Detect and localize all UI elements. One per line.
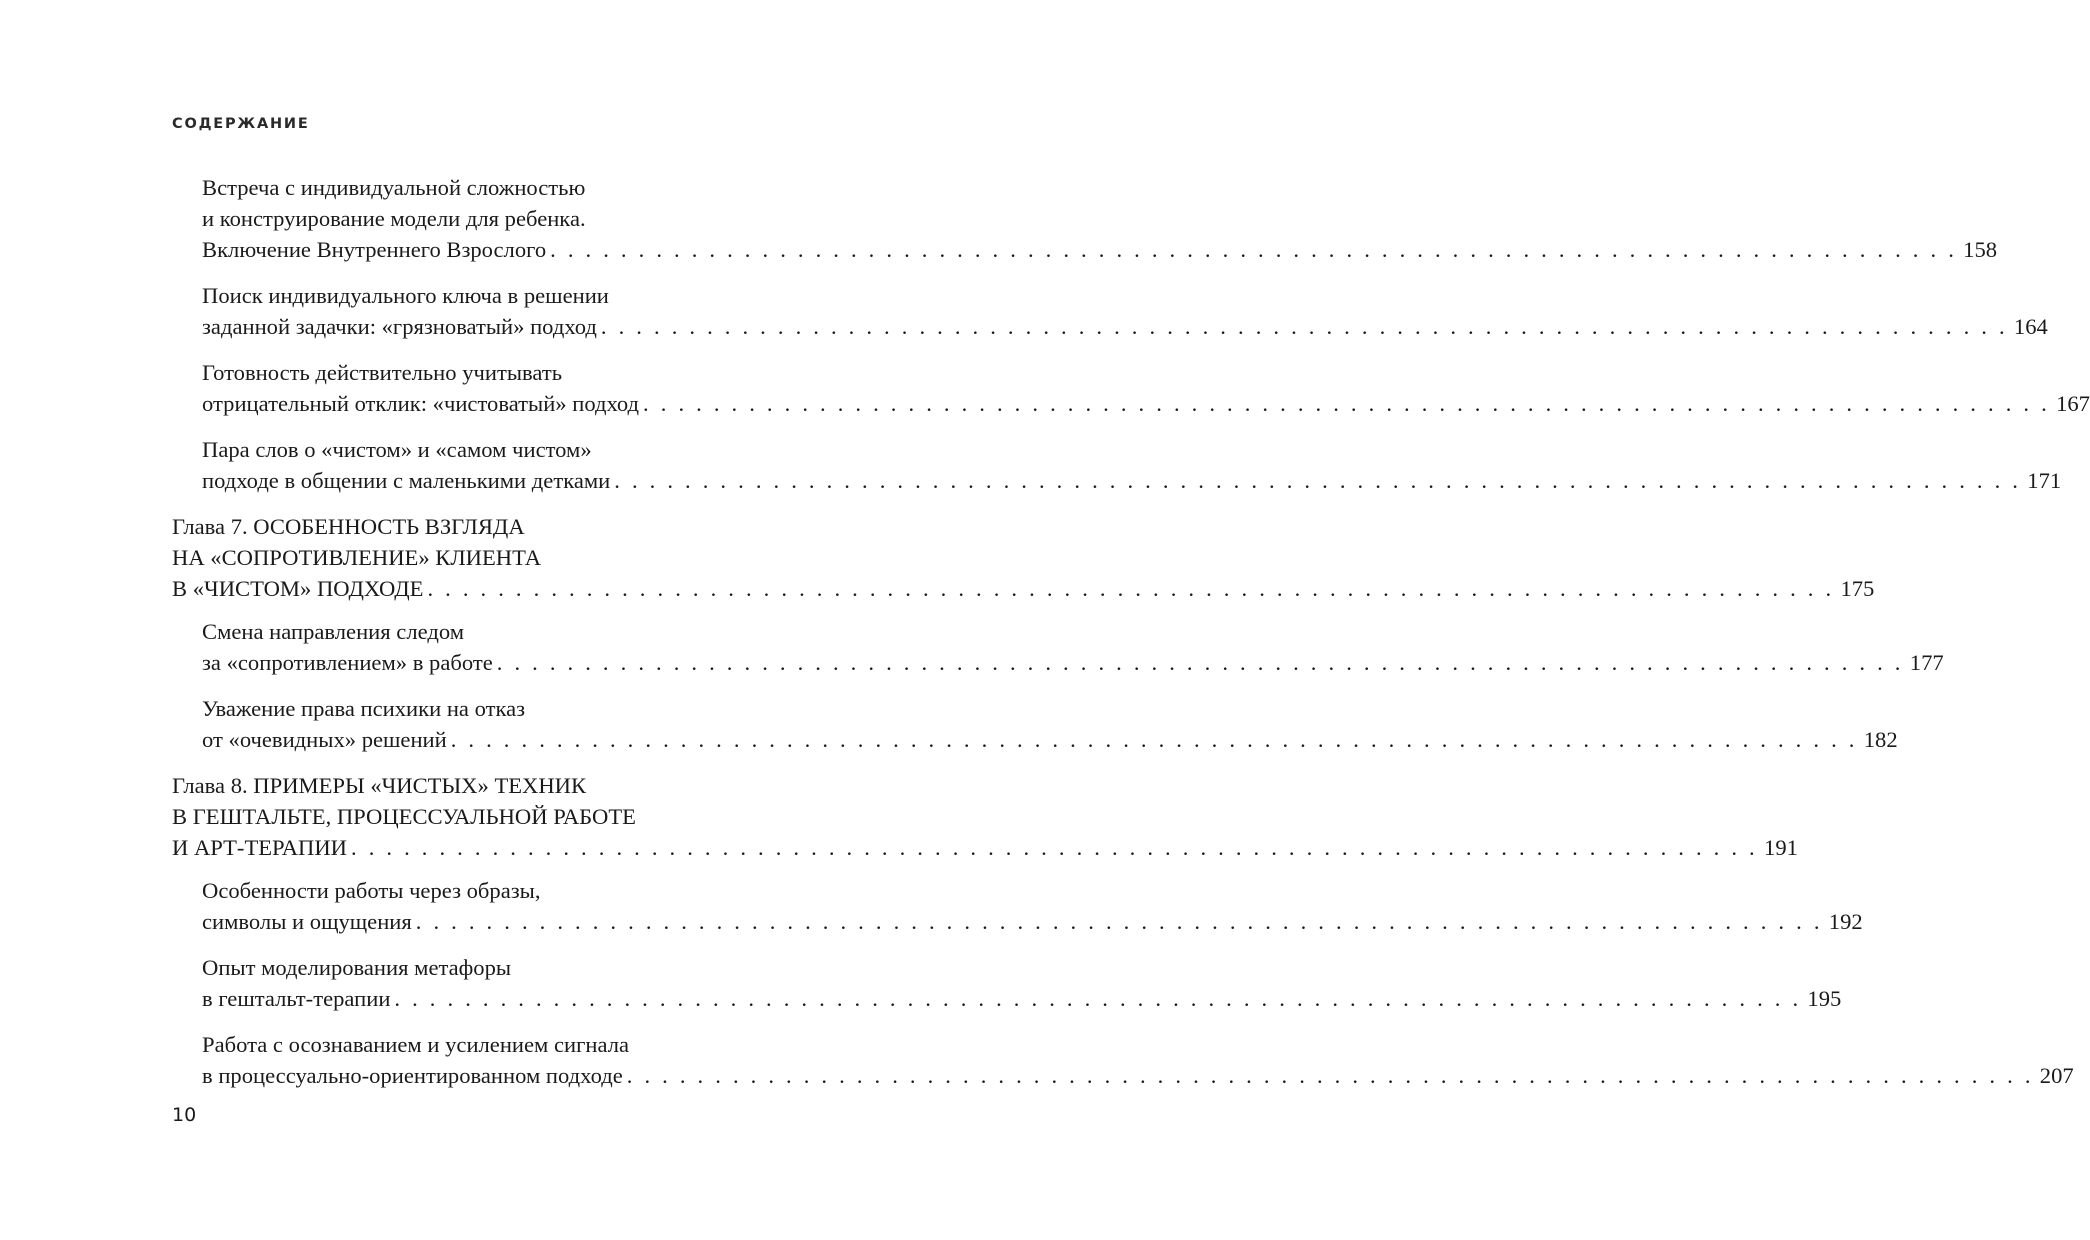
toc-section-entry[interactable] [0,616,1944,678]
toc-section-entry[interactable] [0,172,1998,265]
toc-entry-title-line: за «сопротивлением» в работе [202,650,493,675]
dot-leader: . . . . . . . . . . . . . . . . . . . . . . . . . . . . . . . . . . . . . . . . . . . . . . . . . . . . . . . . . . . . . . . . . . . . . . . . . . . . . . . . [643,391,2050,416]
toc-page-number: 158 [1963,237,1998,262]
toc-section-entry[interactable] [0,357,2090,419]
toc-entry-title-line: Включение Внутреннего Взрослого [202,237,547,262]
toc-entry-title-line: подходе в общении с маленькими детками [202,468,611,493]
running-header: СОДЕРЖАНИЕ [172,116,310,132]
toc-page-number: 164 [2013,314,2048,339]
dot-leader: . . . . . . . . . . . . . . . . . . . . . . . . . . . . . . . . . . . . . . . . . . . . . . . . . . . . . . . . . . . . . . . . . . . . . . . . . . . . . . . . [600,314,2008,339]
dot-leader: . . . . . . . . . . . . . . . . . . . . . . . . . . . . . . . . . . . . . . . . . . . . . . . . . . . . . . . . . . . . . . . . . . . . . . . . . . . . . . . . [394,986,1802,1011]
toc-section-entry[interactable] [0,875,1863,937]
toc-page-number: 167 [2056,391,2090,416]
dot-leader: . . . . . . . . . . . . . . . . . . . . . . . . . . . . . . . . . . . . . . . . . . . . . . . . . . . . . . . . . . . . . . . . . . . . . . . . . . . . . . . . [415,909,1823,934]
toc-entry-title-line: от «очевидных» решений [202,727,447,752]
toc-entry-title-line: В ГЕШТАЛЬТЕ, ПРОЦЕССУАЛЬНОЙ РАБОТЕ [172,804,636,829]
toc-entry-title-line: в гештальт-терапии [202,986,391,1011]
dot-leader: . . . . . . . . . . . . . . . . . . . . . . . . . . . . . . . . . . . . . . . . . . . . . . . . . . . . . . . . . . . . . . . . . . . . . . . . . . . . . . . . [626,1063,2034,1088]
toc-entry-title-line: И АРТ-ТЕРАПИИ [172,835,347,860]
toc-section-entry[interactable] [0,952,1842,1014]
dot-leader: . . . . . . . . . . . . . . . . . . . . . . . . . . . . . . . . . . . . . . . . . . . . . . . . . . . . . . . . . . . . . . . . . . . . . . . . . . . . . . . . [614,468,2022,493]
toc-page-number: 195 [1807,986,1842,1011]
toc-section-entry[interactable] [0,693,1898,755]
toc-entry-title-line: Уважение права психики на отказ [202,696,526,721]
dot-leader: . . . . . . . . . . . . . . . . . . . . . . . . . . . . . . . . . . . . . . . . . . . . . . . . . . . . . . . . . . . . . . . . . . . . . . . . . . . . . . . . [550,237,1958,262]
dot-leader: . . . . . . . . . . . . . . . . . . . . . . . . . . . . . . . . . . . . . . . . . . . . . . . . . . . . . . . . . . . . . . . . . . . . . . . . . . . . . . . . [496,650,1904,675]
toc-entry-title-line: отрицательный отклик: «чистоватый» подход [202,391,640,416]
toc-entry-title-line: Встреча с индивидуальной сложностью [202,175,586,200]
page-number: 10 [172,1104,197,1126]
toc-entry-title-line: Глава 7. ОСОБЕННОСТЬ ВЗГЛЯДА [172,514,525,539]
toc-page-number: 182 [1863,727,1898,752]
toc-section-entry[interactable] [0,280,2048,342]
toc-entry-title-line: Опыт моделирования метафоры [202,955,512,980]
toc-entry-title-line: В «ЧИСТОМ» ПОДХОДЕ [172,576,424,601]
toc-page-number: 177 [1909,650,1944,675]
toc-entry-title-line: и конструирование модели для ребенка. [202,206,586,231]
toc-entry-title-line: символы и ощущения [202,909,412,934]
toc-section-entry[interactable] [0,1029,2074,1091]
toc-page-number: 175 [1840,576,1875,601]
toc-entry-title-line: Особенности работы через образы, [202,878,541,903]
toc-chapter-entry[interactable] [0,770,1798,863]
dot-leader: . . . . . . . . . . . . . . . . . . . . . . . . . . . . . . . . . . . . . . . . . . . . . . . . . . . . . . . . . . . . . . . . . . . . . . . . . . . . . . . . [450,727,1858,752]
toc-entry-title-line: Смена направления следом [202,619,464,644]
toc-entry-title-line: Поиск индивидуального ключа в решении [202,283,609,308]
toc-page-number: 207 [2039,1063,2074,1088]
toc-entry-title-line: Глава 8. ПРИМЕРЫ «ЧИСТЫХ» ТЕХНИК [172,773,587,798]
toc-entry-title-line: Работа с осознаванием и усилением сигнала [202,1032,629,1057]
toc-page-number: 192 [1828,909,1863,934]
toc-entry-title-line: заданной задачки: «грязноватый» подход [202,314,597,339]
dot-leader: . . . . . . . . . . . . . . . . . . . . . . . . . . . . . . . . . . . . . . . . . . . . . . . . . . . . . . . . . . . . . . . . . . . . . . . . . . . . . . . . [351,835,1758,860]
toc-page-number: 171 [2027,468,2062,493]
toc-entry-title-line: в процессуально-ориентированном подходе [202,1063,623,1088]
toc-section-entry[interactable] [0,434,2062,496]
toc-entry-title-line: Готовность действительно учитывать [202,360,563,385]
dot-leader: . . . . . . . . . . . . . . . . . . . . . . . . . . . . . . . . . . . . . . . . . . . . . . . . . . . . . . . . . . . . . . . . . . . . . . . . . . . . . . . . [427,576,1835,601]
toc-chapter-entry[interactable] [0,511,1875,604]
table-of-contents [0,172,2090,1106]
toc-entry-title-line: НА «СОПРОТИВЛЕНИЕ» КЛИЕНТА [172,545,542,570]
toc-page-number: 191 [1764,835,1798,860]
toc-entry-title-line: Пара слов о «чистом» и «самом чистом» [202,437,592,462]
